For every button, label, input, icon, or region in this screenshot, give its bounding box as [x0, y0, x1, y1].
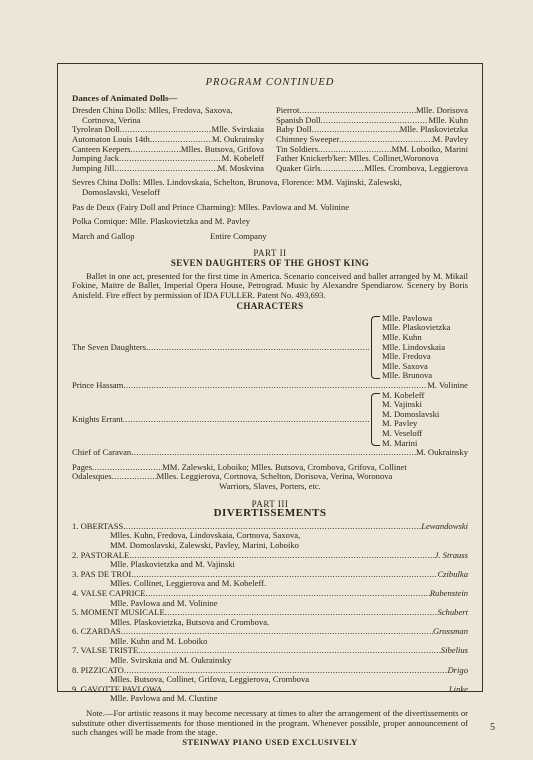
cast-name: M. Domoslavski [382, 408, 440, 419]
seven-daughters-block [72, 314, 468, 381]
divertissement-cast: Mlles. Kuhn, Fredova, Lindovskaia, Cortnova, Saxova, [110, 530, 301, 541]
divertissements-list [72, 522, 468, 704]
divertissement-cast: Mlles. Butsova, Collinet, Grifova, Leggierova, Crombova [110, 674, 310, 685]
doll-row: Baby Doll ..... Mlle. Plaskovietzka [276, 125, 468, 135]
chief-row: Chief of Caravan ..... M. Oukrainsky [72, 448, 468, 458]
divertissement-item: 5. MOMENT MUSICALE ..... Schubert [72, 608, 468, 618]
page-number: 5 [490, 722, 495, 733]
cast-name: Mlle. Brunova [382, 370, 433, 381]
composer: Schubert [437, 607, 468, 618]
brace [371, 393, 380, 447]
doll-row: Canteen Keepers ..... Mlles. Butsova, Grifova [72, 145, 264, 155]
odalesques-row: Odalesques ..... Mlles. Leggierova, Cortnova, Schelton, Dorisova, Verina, Woronova [72, 472, 468, 482]
doll-row: Jumping Jill ..... M. Moskvina [72, 164, 264, 174]
divertissement-cast: Mlle. Pavlowa and M. Volinine [110, 597, 218, 608]
composer: Grossman [432, 626, 468, 637]
steinway-line: STEINWAY PIANO USED EXCLUSIVELY [182, 736, 358, 747]
divertissement-cast: Mlle. Svirskaia and M. Oukrainsky [110, 655, 232, 666]
divertissement-cast: Mlles. Collinet, Leggierova and M. Kobeleff. [110, 578, 267, 589]
seven-daughters-label: The Seven Daughters [72, 342, 146, 352]
cast-name: M. Vajinski [382, 399, 422, 410]
cast-name: Mlle. Lindovskaia [382, 341, 446, 352]
divertissement-item: 6. CZARDAS ..... Grossman [72, 627, 468, 637]
divertissement-cast: Mlle. Kuhn and M. Loboiko [110, 635, 208, 646]
cast-name: Mlle. Plaskovietzka [382, 322, 451, 333]
part2-number: PART II [253, 248, 287, 259]
doll-row: Pierrot ..... Mlle. Dorisova [276, 106, 468, 116]
march-line [72, 232, 468, 242]
knights-names [382, 391, 468, 449]
composer: Drigo [447, 664, 468, 675]
cast-name: M. Kobeleff [382, 389, 425, 400]
divertissement-item: 7. VALSE TRISTE ..... Sibelius [72, 646, 468, 656]
divertissement-item: 8. PIZZICATO ..... Drigo [72, 666, 468, 676]
cast-name: Mlle. Kuhn [382, 332, 422, 343]
composer: J. Strauss [434, 549, 468, 560]
doll-row: Father Knickerb'ker: Mlles. Collinet,Woronova [276, 153, 439, 164]
prince-row: Prince Hassam ..... M. Volinine [72, 381, 468, 391]
divertissement-item: 1. OBERTASS ..... Lewandowski [72, 522, 468, 532]
knights-block [72, 391, 468, 449]
cast-name: Mlle. Fredova [382, 351, 431, 362]
page-header: PROGRAM CONTINUED [205, 77, 335, 88]
pas-de-deux-line: Pas de Deux (Fairy Doll and Prince Charming): Mlles. Pavlowa and M. Volinine [72, 201, 350, 212]
divertissement-item: 3. PAS DE TROI ..... Czibulka [72, 570, 468, 580]
dolls-list [72, 106, 468, 173]
doll-row: Tin Soldiers ..... MM. Loboiko, Marini [276, 145, 468, 155]
part2-description: Ballet in one act, presented for the first time in America. Scenario conceived and ballet arranged by M. Mikail Fokine, Maitre de Ballet, Imperial Opera House, Petrograd. Music by Alexandre Spendiarow. Scenery by Boris Anisfeld. Fire effect by permission of IDA FULLER. Patent No. 493,693. [72, 270, 468, 300]
composer: Czibulka [437, 568, 468, 579]
doll-row: Quaker Girls ..... Mlles. Crombova, Leggierova [276, 164, 468, 174]
brace [371, 316, 380, 379]
cast-name: Mlle. Pavlowa [382, 312, 433, 323]
doll-row: Chimney Sweeper ..... M. Pavley [276, 135, 468, 145]
cast-name: M. Marini [382, 437, 418, 448]
cast-name: M. Veseloff [382, 428, 423, 438]
doll-row: Tyrolean Doll ..... Mlle. Svirskaia [72, 125, 264, 135]
dolls-left-column [72, 106, 264, 173]
cast-name: M. Pavley [382, 418, 418, 429]
divertissement-item: 9. GAVOTTE PAVLOWA ..... Linke [72, 685, 468, 695]
doll-row: Spanish Doll ..... Mlle. Kuhn [276, 116, 468, 126]
composer: Sibelius [440, 645, 468, 656]
divertissement-cast: Mlle. Plaskovietzka and M. Vajinski [110, 559, 235, 570]
part2-title: SEVEN DAUGHTERS OF THE GHOST KING [170, 257, 370, 268]
divertissement-cast: MM. Domoslavski, Zalewski, Pavley, Marini, Loboiko [110, 539, 299, 550]
program-content [72, 78, 468, 747]
divertissement-item: 4. VALSE CAPRICE ..... Rubenstein [72, 589, 468, 599]
pages-row: Pages ..... MM. Zalewski, Loboiko; Mlles. Butsova, Crombova, Grifova, Collinet [72, 463, 468, 473]
march-value: Entire Company [210, 230, 267, 241]
doll-row: Cortnova, Verina [82, 114, 141, 125]
sevres-line: Sevres China Dolls: Mlles. Lindovskaia, Schelton, Brunova, Florence: MM. Vajinski, Zalewski, [72, 177, 402, 188]
doll-row: Jumping Jack ..... M. Kobeleff [72, 154, 264, 164]
cast-name: Mlle. Saxova [382, 360, 428, 371]
composer: Lewandowski [421, 520, 468, 531]
composer: Linke [448, 683, 468, 694]
doll-row: Automaton Louis 14th ..... M. Oukrainsky [72, 135, 264, 145]
seven-daughters-names [382, 314, 468, 381]
dolls-right-column [276, 106, 468, 173]
composer: Rubenstein [429, 587, 468, 598]
divertissement-cast: Mlle. Pavlowa and M. Clustine [110, 693, 218, 704]
doll-row: Dresden China Dolls: Mlles, Fredova, Saxova, [72, 105, 233, 116]
characters-heading: CHARACTERS [236, 301, 304, 312]
divertissement-cast: Mlles. Plaskovietzka, Butsova and Crombova. [110, 616, 270, 627]
sevres-line-cont: Domoslavski, Veseloff [82, 186, 160, 197]
dances-heading: Dances of Animated Dolls— [72, 92, 178, 103]
knights-label: Knights Errant [72, 414, 123, 424]
odalesques-cont: Warriors, Slaves, Porters, etc. [219, 480, 321, 491]
march-label: March and Gallop [72, 230, 135, 241]
divertissement-item: 2. PASTORALE ..... J. Strauss [72, 551, 468, 561]
part3-title: DIVERTISSEMENTS [213, 507, 327, 520]
polka-line: Polka Comique: Mlle. Plaskovietzka and M. Pavley [72, 216, 251, 227]
program-note: Note.—For artistic reasons it may become necessary at times to alter the arrangement of the divertissements or substitute other divertissements for those mentioned in the program. Whenever possible, proper announcement of such changes will be made from the stage. [72, 708, 468, 738]
part3-number: PART III [251, 498, 289, 509]
